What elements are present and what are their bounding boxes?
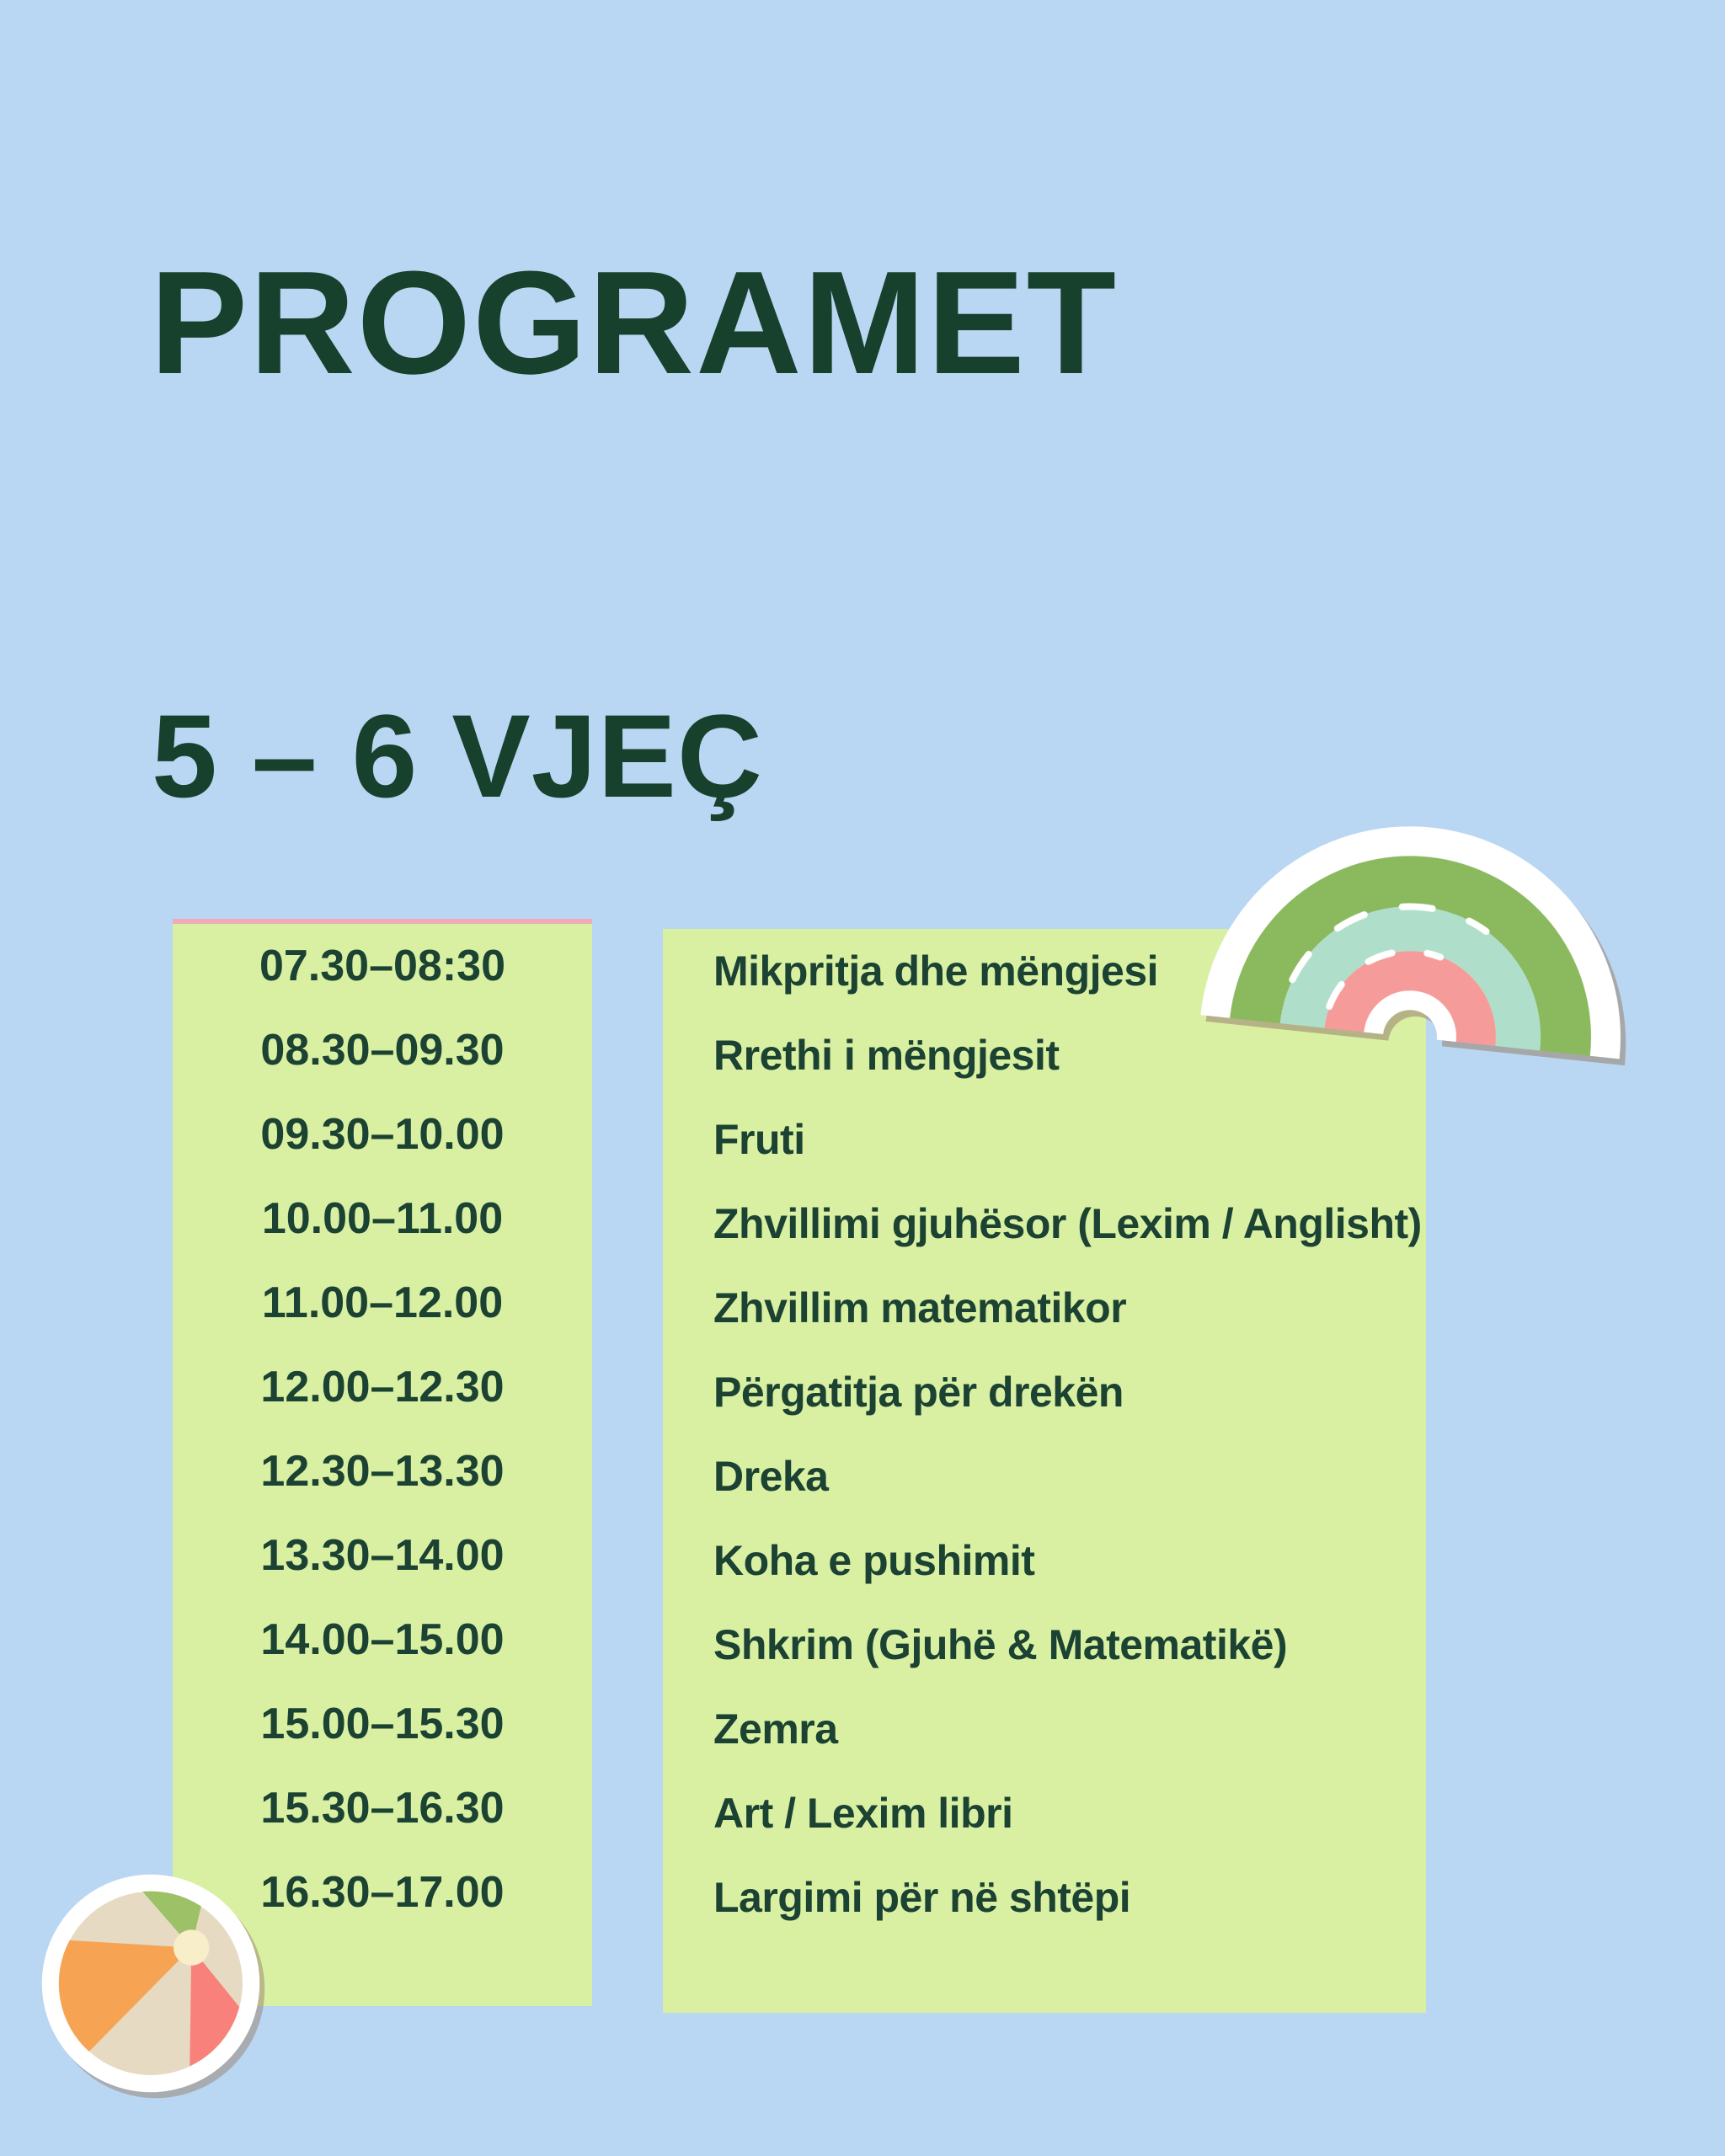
time-slot: 08.30–09.30 <box>260 1026 505 1075</box>
schedule-activities-panel <box>663 929 1426 2013</box>
time-slot: 15.30–16.30 <box>260 1784 505 1833</box>
activity-label: Fruti <box>713 1116 805 1163</box>
activity-label: Përgatitja për drekën <box>713 1369 1124 1416</box>
activity-label: Koha e pushimit <box>713 1537 1035 1584</box>
time-slot: 09.30–10.00 <box>260 1110 505 1159</box>
activity-label: Shkrim (Gjuhë & Matematikë) <box>713 1621 1288 1668</box>
time-slot: 12.30–13.30 <box>260 1447 505 1496</box>
time-slot: 13.30–14.00 <box>260 1531 505 1580</box>
activity-label: Dreka <box>713 1453 829 1500</box>
activity-label: Rrethi i mëngjesit <box>713 1032 1060 1079</box>
activity-label: Art / Lexim libri <box>713 1790 1013 1837</box>
time-slot: 12.00–12.30 <box>260 1363 505 1412</box>
time-slot: 07.30–08:30 <box>259 942 506 990</box>
activity-label: Zhvillimi gjuhësor (Lexim / Anglisht) <box>713 1200 1422 1247</box>
time-slot: 16.30–17.00 <box>260 1868 505 1917</box>
time-slot: 10.00–11.00 <box>261 1194 504 1243</box>
time-slot: 15.00–15.30 <box>260 1700 505 1748</box>
rainbow-sticker-icon <box>1174 719 1675 1070</box>
page-title: PROGRAMET <box>150 240 1118 404</box>
time-slot: 14.00–15.00 <box>260 1615 505 1664</box>
schedule-times-panel <box>173 919 592 2006</box>
age-group-subtitle: 5 – 6 VJEÇ <box>152 690 763 822</box>
activity-label: Largimi për në shtëpi <box>713 1874 1131 1921</box>
activity-label: Zemra <box>713 1705 838 1753</box>
time-slot: 11.00–12.00 <box>261 1278 504 1327</box>
activity-label: Mikpritja dhe mëngjesi <box>713 947 1159 995</box>
beach-ball-sticker-icon <box>37 1870 264 2097</box>
activity-label: Zhvillim matematikor <box>713 1284 1127 1331</box>
